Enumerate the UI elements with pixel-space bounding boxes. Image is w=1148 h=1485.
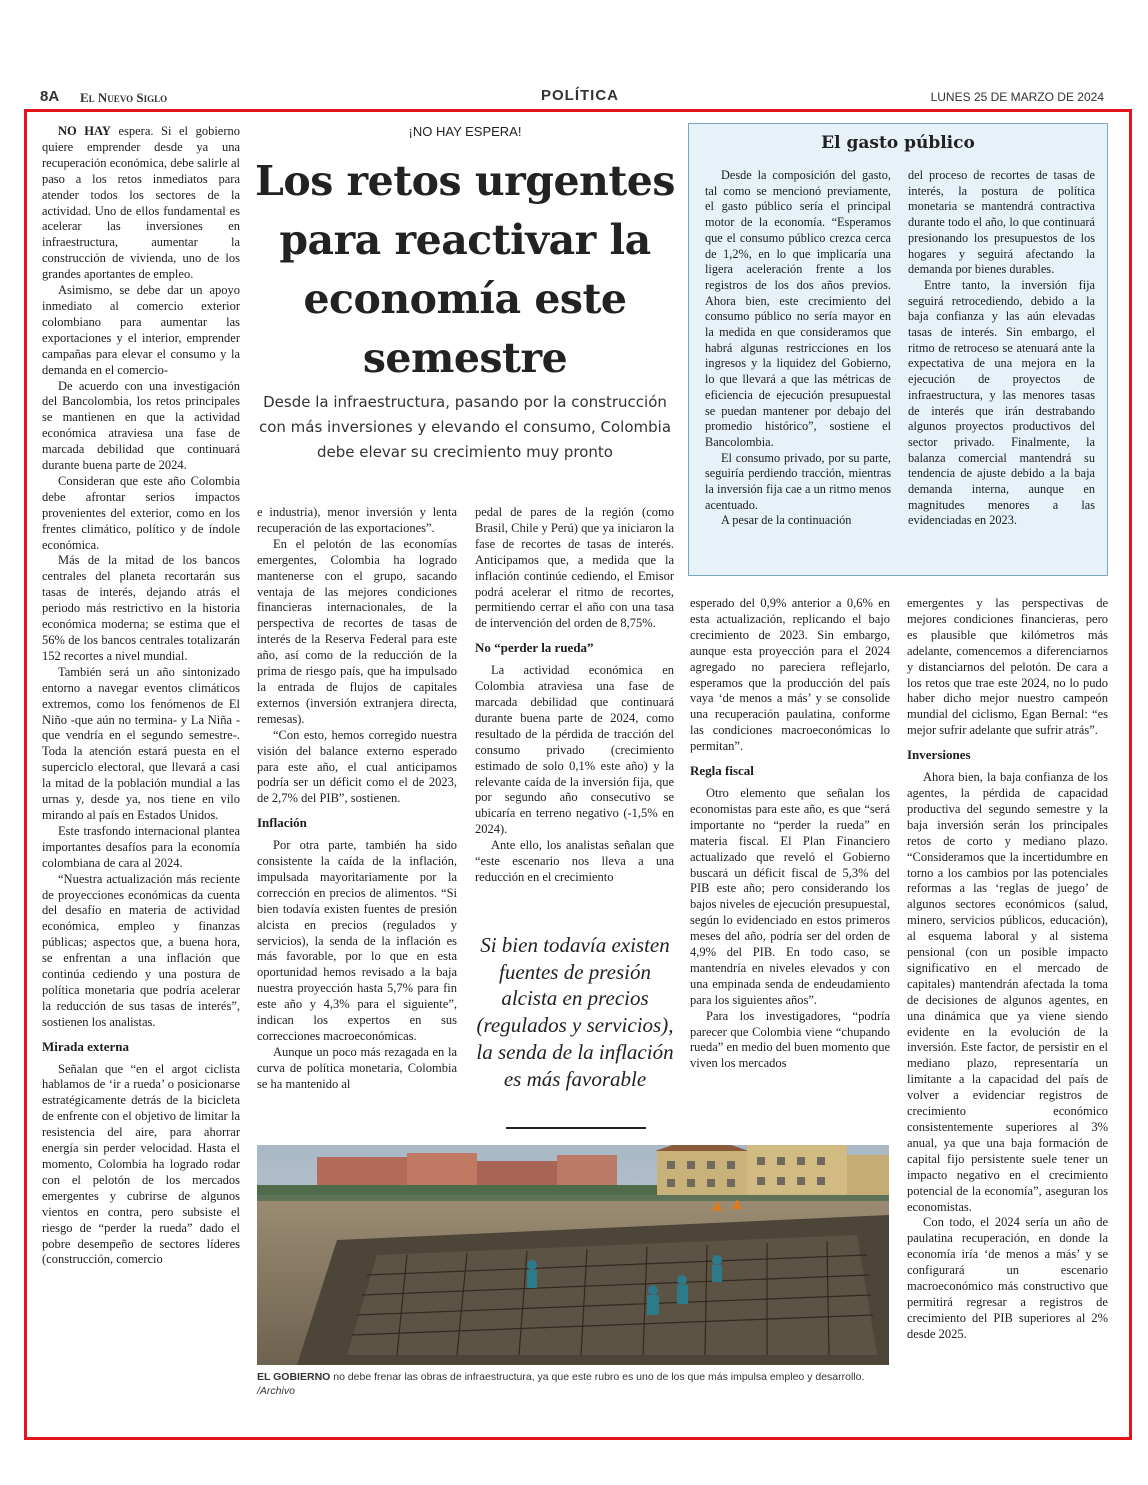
- sidebar-paragraph: Entre tanto, la inversión fija seguirá retrocediendo, debido a la baja confianza y las aún elevadas tasas de interés. Sin embargo, el ritmo de retroceso se atenuará ante la expectativa de una mejora en la ejecución de proyectos de infraestructura, y las menores tasas de interés que irán destrabando algunos proyectos productivos del sector privado. Finalmente, la balanza comercial mantendrá su tendencia de ajuste debido a la baja demanda interna, aunque en magnitudes menores a las evidenciadas en 2023.: [908, 277, 1095, 528]
- sidebar-paragraph: A pesar de la continuación: [721, 513, 852, 528]
- subheading-inflacion: Inflación: [257, 815, 307, 831]
- sidebar-paragraph: del proceso de recortes de tasas de interés, la postura de política monetaria se mantendrá contractiva durante todo el año, lo que continuará presionando los presupuestos de los hogares y seguirá afectando la demanda por bienes durables.: [908, 168, 1095, 277]
- masthead: [40, 86, 1108, 108]
- article-kicker: ¡NO HAY ESPERA!: [408, 124, 522, 139]
- sidebar-paragraph: Desde la composición del gasto, tal como se mencionó previamente, el gasto público sería el principal motor de la economía. “Esperamos que el consumo público crezca cerca de 1,2%, en lo que implicaría una ligera aceleración frente a los registros de los dos años previos. Ahora bien, este crecimiento del consumo público no sería mayor en la medida en que consideramos que habrá algunas restricciones en los ingresos y la liquidez del Gobierno, lo que llevará a que las métricas de eficiencia de ejecución presupuestal se puedan mantener por debajo del promedio histórico”, sostiene el Bancolombia.: [705, 168, 891, 449]
- article-paragraph: En el pelotón de las economías emergentes, Colombia ha logrado mantenerse con el grupo, sacando ventaja de las mejores condiciones financieras internacionales, de la perspectiva de recortes de tasas de interés de la Reserva Federal para este año, así como de la reducción de la prima de riesgo país, que ha impulsado la entrada de flujos de capitales externos (inversión extranjera directa, remesas).: [257, 536, 457, 726]
- article-paragraph: Por otra parte, también ha sido consistente la caída de la inflación, impulsada mayoritariamente por la corrección en precios de alimentos. “Si bien todavía existen fuentes de presión alcista en precios (regulados y servicios), la senda de la inflación es más favorable, por lo que en esta oportunidad hemos revisado a la baja nuestra proyección hasta 5,7% para fin este año y 4,3% para el siguiente”, indican los expertos en sus correcciones macroeconómicas.: [257, 838, 457, 1043]
- article-paragraph: Asimismo, se debe dar un apoyo inmediato al comercio exterior colombiano para aumentar las exportaciones y el interior, emprender campañas para elevar el consumo y la demanda en el comercio-: [42, 283, 240, 377]
- article-paragraph: e industria), menor inversión y lenta recuperación de las exportaciones”.: [257, 505, 457, 535]
- article-paragraph: emergentes y las perspectivas de mejores condiciones financieras, pero es plausible que kilómetros más adelante, comencemos a diferenciarnos y distanciarnos del pelotón. De cara a los retos que trae este 2024, no lo pudo haber dicho mejor nuestro campeón mundial del ciclismo, Egan Bernal: “es mejor sufrir adelante que sufrir atrás”.: [907, 596, 1108, 738]
- article-column-3: [475, 505, 674, 886]
- article-paragraph: Consideran que este año Colombia debe afrontar serios impactos provenientes del exterior, como en los frentes climático, político y de índole económica.: [42, 473, 240, 552]
- article-paragraph: Para los investigadores, “podría parecer que Colombia viene “chupando rueda” en medio del buen momento que viven los mercados: [690, 1008, 890, 1071]
- sidebar-column-right: [908, 168, 1095, 529]
- article-paragraph: Ahora bien, la baja confianza de los agentes, la pérdida de capacidad productiva del segundo semestre y la baja inversión serán los principales retos de corto y mediano plazo. “Consideramos que la incertidumbre en torno a los cambios por las potenciales reformas a las ‘reglas de juego’ de algunos sectores económicos (salud, minero, servicios públicos, educación), al esquema laboral y al sistema pensional (con un posible impacto significativo en el mercado de capitales) mantendrán afectada la toma de decisiones de algunos agentes, en una dinámica que ya viene siendo evidente en la evolución de la inversión. Este factor, de persistir en el mediano plazo, representaría un limitante a la capacidad del país de volver a evidenciar registros de crecimiento económico consistentemente superiores al 3% anual, ya que una baja formación de capital fijo persistente suele tener un impacto negativo en el crecimiento potencial de la economía”, aseguran los economistas.: [907, 770, 1108, 1214]
- article-column-1: [42, 124, 240, 1268]
- article-paragraph: Otro elemento que señalan los economistas para este año, es que “será importante no “perder la rueda” en materia fiscal. El Plan Financiero actualizado que reveló el Gobierno buscará un déficit fiscal de 5,3% del PIB este año; pero considerando los bajos niveles de ejecución presupuestal, según lo evidenciado en estos primeros meses del año, podría ser del orden de 4,9% del PIB. En todo caso, se mantendría en niveles elevados y con una empinada senda de endeudamiento para los siguientes años”.: [690, 785, 890, 1007]
- article-column-4: [690, 596, 890, 1072]
- lead-in: NO HAY: [58, 124, 111, 138]
- article-paragraph: “Con esto, hemos corregido nuestra visión del balance externo esperado para este año, el cual anticipamos podría ser un déficit como el de 2023, de 2,7% del PIB”, sostienen.: [257, 727, 457, 806]
- issue-date: LUNES 25 DE MARZO DE 2024: [930, 90, 1104, 104]
- subheading-mirada-externa: Mirada externa: [42, 1038, 130, 1054]
- sidebar-column-left: [705, 168, 891, 529]
- newspaper-name: El Nuevo Siglo: [80, 90, 168, 105]
- article-paragraph: También será un año sintonizado entorno a navegar eventos climáticos extremos, como los fenómenos de El Niño -que aún no termina- y La Niña -que vendría en el segundo semestre-. Toda la atención estará puesta en el superciclo electoral, que llevará a casi la mitad de la población mundial a las urnas y, desde ya, nos tiene en vilo mirando al país en Estados Unidos.: [42, 664, 240, 822]
- article-paragraph: Ante ello, los analistas señalan que “este escenario nos lleva a una reducción en el crecimiento: [475, 838, 674, 884]
- page-number: 8A: [40, 88, 60, 105]
- article-column-2: [257, 505, 457, 1093]
- sidebar-title: El gasto público: [821, 133, 975, 153]
- article-paragraph: NO HAY espera. Si el gobierno quiere emprender desde ya una recuperación económica, debe salirle al paso a los retos inmediatos para atender todos los sectores de la actividad. Uno de ellos fundamental es acelerar las inversiones en infraestructura, aumentar la construcción de vivienda, uno de los grandes aportantes de empleo.: [42, 124, 240, 282]
- subheading-no-perder-la-rueda: No “perder la rueda”: [475, 640, 594, 656]
- subheading-regla-fiscal: Regla fiscal: [690, 763, 754, 779]
- photo-caption: [257, 1370, 889, 1398]
- article-paragraph: pedal de pares de la región (como Brasil, Chile y Perú) que ya iniciaron la fase de recortes de tasas de interés. Anticipamos que, a medida que la inflación continúe cediendo, el Emisor podrá acelerar el ritmo de recortes, permitiendo cerrar el año con una tasa de intervención del orden de 8,75%.: [475, 505, 674, 631]
- photo-credit: /Archivo: [257, 1385, 295, 1397]
- pull-quote-rule: [506, 1127, 646, 1129]
- subheading-inversiones: Inversiones: [907, 747, 971, 763]
- section-name: POLÍTICA: [541, 87, 619, 104]
- article-paragraph: Este trasfondo internacional plantea importantes desafíos para la economía colombiana de cara al 2024.: [42, 823, 240, 870]
- article-column-5: [907, 596, 1108, 1343]
- article-headline: Los retos urgentes para reactivar la economía este semestre: [255, 157, 675, 382]
- article-subhead: Desde la infraestructura, pasando por la construcción con más inversiones y elevando el consumo, Colombia debe elevar su crecimiento muy pronto: [258, 393, 672, 461]
- pull-quote: Si bien todavía existen fuentes de presión alcista en precios (regulados y servicios), la senda de la inflación es más favorable: [476, 933, 674, 1091]
- construction-site-illustration: [257, 1145, 889, 1365]
- article-paragraph: Más de la mitad de los bancos centrales del planeta recortarán sus tasas de interés, dejando atrás el periodo más restrictivo en la historia económica moderna; se estima que el 56% de los bancos centrales totalizarán 152 recortes a nivel mundial.: [42, 553, 240, 663]
- article-paragraph: Con todo, el 2024 sería un año de paulatina recuperación, en donde la economía iría ‘de menos a más’ y se configurará un escenario macroeconómico más constructivo que permitirá regresar a registros de crecimiento del PIB superiores al 2% desde 2025.: [907, 1215, 1108, 1341]
- construction-site-photo: [257, 1145, 889, 1365]
- caption-text: no debe frenar las obras de infraestructura, ya que este rubro es uno de los que más impulsa empleo y desarrollo.: [333, 1371, 865, 1383]
- article-paragraph: “Nuestra actualización más reciente de proyecciones económicas da cuenta del desafío en materia de actividad económica, empleo y finanzas públicas; aspectos que, a buena hora, se enfrentan a una inflación que continúa cediendo y una postura de política monetaria que podría acelerar la reducción de sus tasas de interés”, sostienen los analistas.: [42, 871, 240, 1029]
- article-paragraph: Aunque un poco más rezagada en la curva de política monetaria, Colombia se ha mantenido al: [257, 1044, 457, 1091]
- article-paragraph: La actividad económica en Colombia atraviesa una fase de marcada debilidad que continuará durante buena parte de 2024, como resultado de la pérdida de tracción del consumo privado (crecimiento estimado de solo 0,1% este año) y la relevante caída de la inversión fija, que por segundo año consecutivo se ubicaría en terreno negativo (-1,5% en 2024).: [475, 663, 674, 837]
- sidebar-gasto-publico: [688, 123, 1108, 576]
- article-paragraph: Señalan que “en el argot ciclista hablamos de ‘ir a rueda’ o posicionarse estratégicamente detrás de la bicicleta de enfrente con el objetivo de limitar la resistencia del aire, para ahorrar energía sin perder velocidad. Hasta el momento, Colombia ha logrado rodar con el pelotón de los mercados emergentes y cubrirse de algunos vientos en contra, pero subsiste el riesgo de “perder la rueda” dado el pobre desempeño de sectores líderes (construcción, comercio: [42, 1061, 240, 1267]
- sidebar-paragraph: El consumo privado, por su parte, seguiría perdiendo tracción, mientras la inversión fija cae a un ritmo menos acentuado.: [705, 450, 891, 512]
- caption-lead: EL GOBIERNO: [257, 1371, 331, 1383]
- article-paragraph: De acuerdo con una investigación del Bancolombia, los retos principales se mantienen en que la actividad económica atraviesa una fase de marcada debilidad que continuará durante buena parte de 2024.: [42, 378, 240, 473]
- article-paragraph: esperado del 0,9% anterior a 0,6% en esta actualización, replicando el bajo crecimiento de 2023. Sin embargo, aunque esta proyección para el 2024 agregado no pareciera reflejarlo, esperamos que la producción del país vaya ‘de menos a más’ y se consolide una recuperación paulatina, conforme las condiciones macroeconómicas lo permitan”.: [690, 596, 890, 754]
